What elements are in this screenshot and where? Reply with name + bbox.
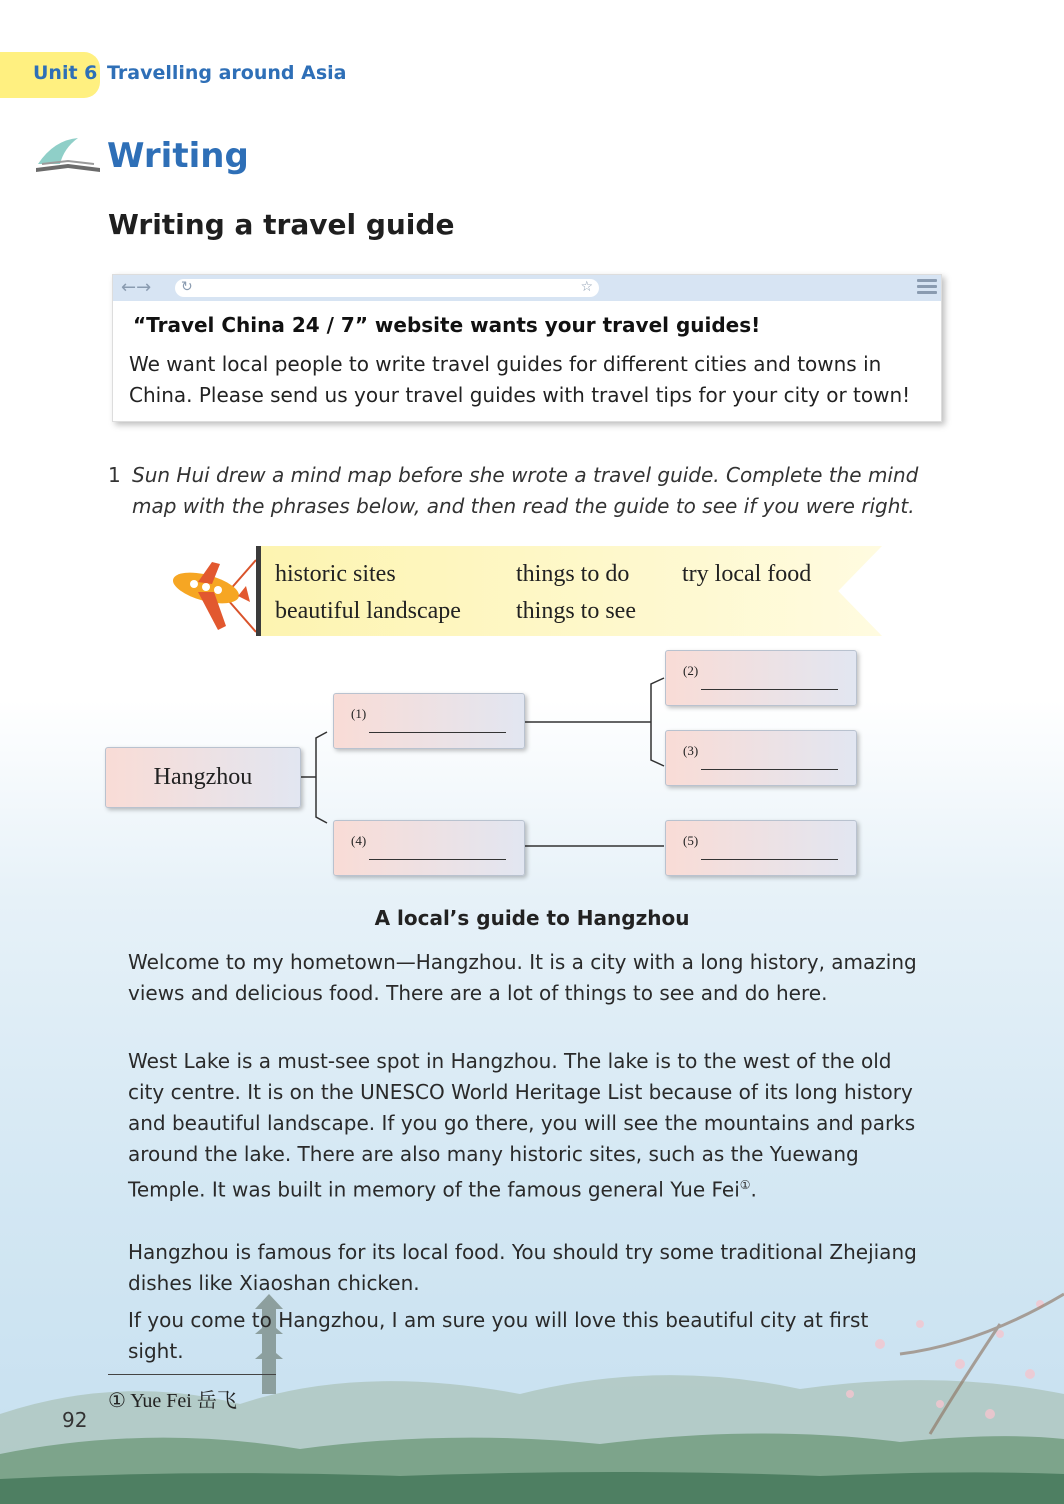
mind-map-blank-4[interactable] — [333, 820, 525, 876]
plane-icon — [168, 556, 260, 636]
blank-label: (1) — [351, 706, 367, 721]
answer-line — [369, 859, 506, 860]
guide-paragraph-2 — [128, 1046, 928, 1206]
answer-line — [369, 732, 506, 733]
unit-title: Travelling around Asia — [107, 62, 347, 84]
answer-line — [701, 689, 838, 690]
book-icon — [34, 134, 104, 176]
section-title: Writing — [107, 136, 249, 176]
answer-line — [701, 769, 838, 770]
instruction-text: Sun Hui drew a mind map before she wrote a travel guide. Complete the mind map with the phrases below, and then read the guide to see if you were right. — [132, 463, 919, 518]
blank-label: (5) — [683, 833, 699, 848]
page-number: 92 — [62, 1408, 88, 1432]
exercise-number: 1 — [108, 463, 121, 487]
guide-paragraph-3: Hangzhou is famous for its local food. You should try some traditional Zhejiang dishes like Xiaoshan chicken. — [128, 1240, 917, 1295]
address-bar[interactable] — [175, 279, 599, 297]
footnote: ① Yue Fei 岳飞 — [108, 1390, 237, 1412]
section-subtitle: Writing a travel guide — [108, 208, 455, 241]
mind-map-blank-3[interactable] — [665, 730, 857, 786]
guide-paragraph-1: Welcome to my hometown—Hangzhou. It is a city with a long history, amazing views and delicious food. There are a lot of things to see and do here. — [128, 950, 917, 1005]
mind-map-blank-1[interactable] — [333, 693, 525, 749]
star-icon[interactable]: ☆ — [580, 279, 593, 295]
phrase: things to see — [516, 598, 636, 624]
mind-map-center: Hangzhou — [105, 747, 301, 808]
footnote-divider — [108, 1374, 276, 1375]
phrase: historic sites — [275, 561, 396, 587]
website-notice — [112, 274, 942, 422]
paragraph-end: . — [750, 1177, 757, 1202]
notice-body: We want local people to write travel guides for different cities and towns in China. Please send us your travel guides with travel tips for your city or town! — [129, 352, 911, 407]
reload-icon[interactable]: ↻ — [181, 279, 193, 295]
word-bank-bar — [256, 546, 261, 636]
phrase: things to do — [516, 561, 630, 587]
blank-label: (3) — [683, 743, 699, 758]
browser-toolbar — [113, 275, 941, 301]
guide-paragraph-4: If you come to Hangzhou, I am sure you will love this beautiful city at first sight. — [128, 1308, 869, 1363]
unit-label: Unit 6 — [33, 62, 98, 84]
mind-map-blank-5[interactable] — [665, 820, 857, 876]
phrase: try local food — [682, 561, 812, 587]
guide-title: A local’s guide to Hangzhou — [374, 906, 690, 930]
exercise-instruction — [108, 460, 928, 522]
footnote-marker: ① — [739, 1178, 751, 1192]
mind-map-blank-2[interactable] — [665, 650, 857, 706]
answer-line — [701, 859, 838, 860]
paragraph-text: West Lake is a must-see spot in Hangzhou. The lake is to the west of the old city centre. It is on the UNESCO World Heritage List because of its long history and beautiful landscape. If you go there, you will see the mountains and parks around the lake. There are also many historic sites, such as the Yuewang Temple. It was built in memory of the famous general Yue Fei — [128, 1049, 916, 1202]
menu-icon[interactable] — [917, 279, 937, 297]
phrase: beautiful landscape — [275, 598, 461, 624]
notice-title: “Travel China 24 / 7” website wants your travel guides! — [133, 313, 761, 337]
blank-label: (2) — [683, 663, 699, 678]
nav-arrows-icon[interactable]: ←→ — [121, 277, 152, 298]
blank-label: (4) — [351, 833, 367, 848]
